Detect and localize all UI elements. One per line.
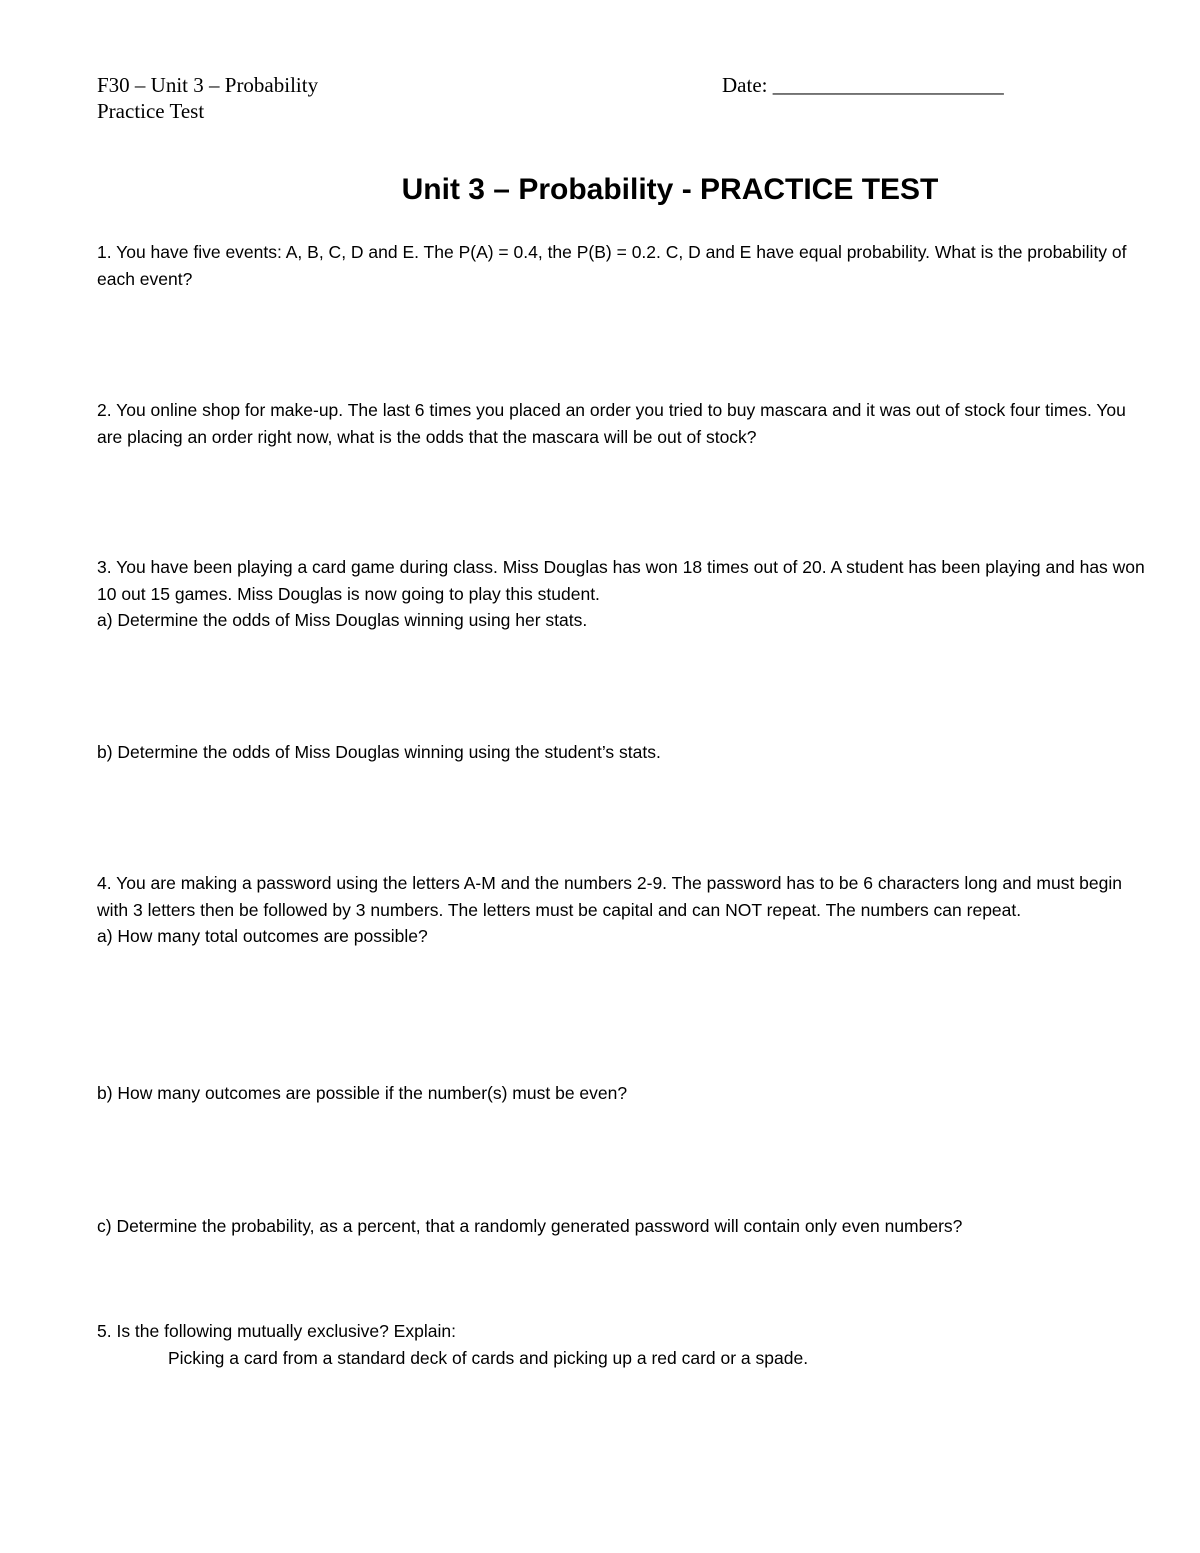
subtitle-label: Practice Test bbox=[97, 99, 205, 123]
question-3b bbox=[97, 739, 1147, 766]
question-4b bbox=[97, 1080, 1147, 1107]
question-4b-text: b) How many outcomes are possible if the number(s) must be even? bbox=[97, 1083, 628, 1103]
question-1 bbox=[97, 239, 1147, 292]
header-left bbox=[97, 72, 318, 124]
question-5 bbox=[97, 1318, 1147, 1371]
date-field: Date: ______________________ bbox=[722, 73, 1004, 97]
question-4a-text: a) How many total outcomes are possible? bbox=[97, 926, 428, 946]
page-title: Unit 3 – Probability - PRACTICE TEST bbox=[401, 173, 939, 206]
course-label: F30 – Unit 3 – Probability bbox=[97, 73, 319, 97]
question-4c-text: c) Determine the probability, as a percent, that a randomly generated password will contain only even numbers? bbox=[97, 1216, 963, 1236]
question-5-text: 5. Is the following mutually exclusive? Explain: bbox=[97, 1321, 456, 1341]
question-3a-text: a) Determine the odds of Miss Douglas winning using her stats. bbox=[97, 610, 588, 630]
question-4c bbox=[97, 1213, 1147, 1240]
question-4-text: 4. You are making a password using the letters A-M and the numbers 2-9. The password has to be 6 characters long and must begin with 3 letters then be followed by 3 numbers. The letters must be capital and can NOT repeat. The numbers can repeat. bbox=[97, 873, 1122, 920]
question-2 bbox=[97, 397, 1147, 450]
question-2-text: 2. You online shop for make-up. The last 6 times you placed an order you tried to buy mascara and it was out of stock four times. You are placing an order right now, what is the odds that the mascara will be out of stock? bbox=[97, 400, 1126, 447]
question-3 bbox=[97, 554, 1147, 634]
question-3b-text: b) Determine the odds of Miss Douglas winning using the student’s stats. bbox=[97, 742, 661, 762]
question-4 bbox=[97, 870, 1147, 950]
question-3-text: 3. You have been playing a card game during class. Miss Douglas has won 18 times out of 20. A student has been playing and has won 10 out 15 games. Miss Douglas is now going to play this student. bbox=[97, 557, 1145, 604]
question-1-text: 1. You have five events: A, B, C, D and E. The P(A) = 0.4, the P(B) = 0.2. C, D and E have equal probability. What is the probability of each event? bbox=[97, 242, 1127, 289]
question-5-detail: Picking a card from a standard deck of cards and picking up a red card or a spade. bbox=[168, 1347, 809, 1368]
